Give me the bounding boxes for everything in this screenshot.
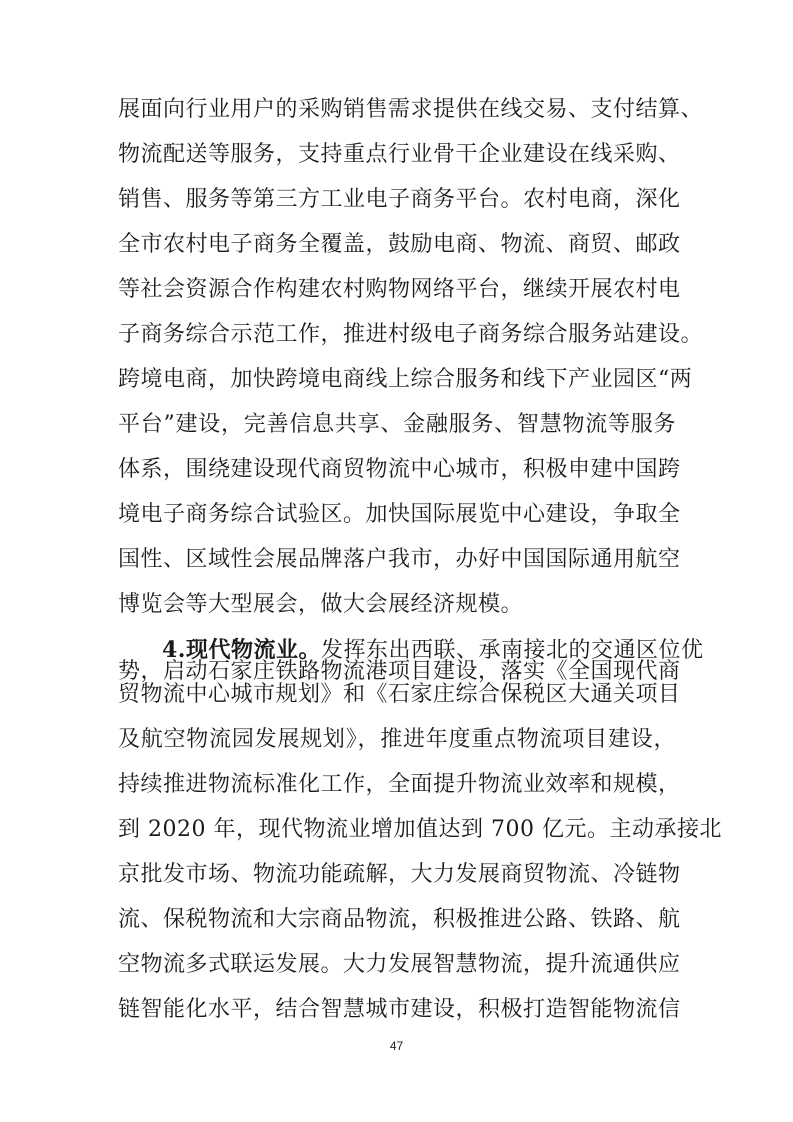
text-line: 等社会资源合作构建农村购物网络平台，继续开展农村电 <box>118 277 681 302</box>
text-line: 博览会等大型展会，做大会展经济规模。 <box>118 592 524 617</box>
text-line: 链智能化水平，结合智慧城市建设，积极打造智能物流信 <box>118 997 681 1022</box>
text-line: 子商务综合示范工作，推进村级电子商务综合服务站建设。 <box>118 322 704 347</box>
text-line: 京批发市场、物流功能疏解，大力发展商贸物流、冷链物 <box>118 862 681 887</box>
text-line: 销售、服务等第三方工业电子商务平台。农村电商，深化 <box>118 187 681 212</box>
text-span: 发挥东出西联、承南接北的交通区位优 <box>320 638 704 663</box>
page-number: 47 <box>389 1039 404 1053</box>
text-line: 物流配送等服务，支持重点行业骨干企业建设在线采购、 <box>118 142 681 167</box>
text-line: 空物流多式联运发展。大力发展智慧物流，提升流通供应 <box>118 952 681 977</box>
text-line: 到 2020 年，现代物流业增加值达到 700 亿元。主动承接北 <box>118 817 722 842</box>
text-line: 跨境电商，加快跨境电商线上综合服务和线下产业园区“两 <box>118 367 693 392</box>
text-line: 国性、区域性会展品牌落户我市，办好中国国际通用航空 <box>118 547 681 572</box>
text-line: 持续推进物流标准化工作，全面提升物流业效率和规模， <box>118 772 681 797</box>
text-line: 境电子商务综合试验区。加快国际展览中心建设，争取全 <box>118 502 681 527</box>
text-line: 势，启动石家庄铁路物流港项目建设，落实《全国现代商 <box>118 659 681 684</box>
text-line: 及航空物流园发展规划》，推进年度重点物流项目建设， <box>118 727 676 752</box>
section-heading: 4.现代物流业。 <box>162 637 321 663</box>
text-line: 流、保税物流和大宗商品物流，积极推进公路、铁路、航 <box>118 907 681 932</box>
text-line: 体系，围绕建设现代商贸物流中心城市，积极申建中国跨 <box>118 457 681 482</box>
text-line: 展面向行业用户的采购销售需求提供在线交易、支付结算、 <box>118 97 704 122</box>
text-line: 贸物流中心城市规划》和《石家庄综合保税区大通关项目 <box>118 682 681 707</box>
text-line: 全市农村电子商务全覆盖，鼓励电商、物流、商贸、邮政 <box>118 232 681 257</box>
text-line: 平台”建设，完善信息共享、金融服务、智慧物流等服务 <box>118 412 676 437</box>
